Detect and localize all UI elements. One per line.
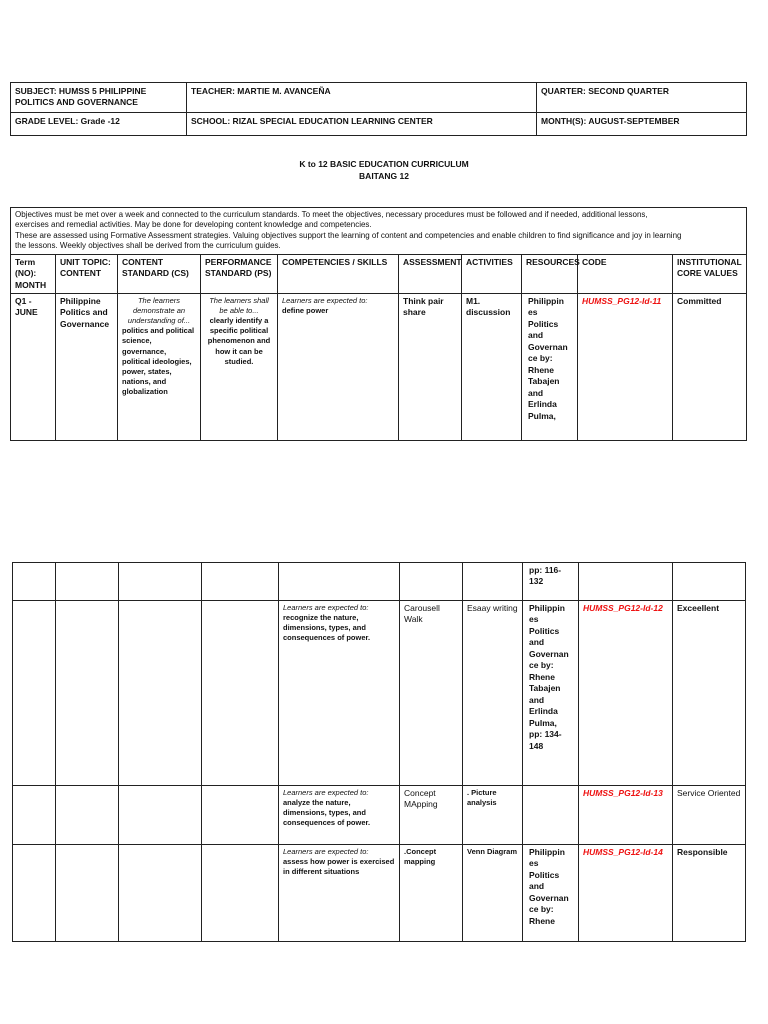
code-cell: HUMSS_PG12-Id-12 <box>579 601 673 786</box>
col-core-values: INSTITUTIONAL CORE VALUES <box>673 254 747 293</box>
col-term: Term (NO): MONTH <box>11 254 56 293</box>
quarter-cell: QUARTER: SECOND QUARTER <box>537 83 747 113</box>
resources-cell: Philippin es Politics and Governan ce by: Rhene Tabajen and Erlinda Pulma, pp: 134- 148 <box>523 601 579 786</box>
col-competencies: COMPETENCIES / SKILLS <box>278 254 399 293</box>
curriculum-table-page1 <box>10 207 747 441</box>
school-cell: SCHOOL: RIZAL SPECIAL EDUCATION LEARNING CENTER <box>187 113 537 136</box>
table-row <box>13 601 746 786</box>
col-unit-topic: UNIT TOPIC: CONTENT <box>56 254 118 293</box>
teacher-cell: TEACHER: MARTIE M. AVANCEÑA <box>187 83 537 113</box>
unit-topic-cell: Philippine Politics and Governance <box>56 293 118 440</box>
table-row <box>11 293 747 440</box>
col-code: CODE <box>578 254 673 293</box>
table-row <box>13 786 746 845</box>
activities-cell: Esaay writing <box>463 601 523 786</box>
assessment-cell: Concept MApping <box>400 786 463 845</box>
term-cell: Q1 -JUNE <box>11 293 56 440</box>
months-cell: MONTH(S): AUGUST-SEPTEMBER <box>537 113 747 136</box>
col-resources: RESOURCES <box>522 254 578 293</box>
subject-cell: SUBJECT: HUMSS 5 PHILIPPINE POLITICS AND GOVERNANCE <box>11 83 187 113</box>
core-value-cell: Committed <box>673 293 747 440</box>
assessment-cell: Think pair share <box>399 293 462 440</box>
performance-standard-cell: The learners shall be able to... clearly identify a specific political phenomenon and how it can be studied. <box>201 293 278 440</box>
col-activities: ACTIVITIES <box>462 254 522 293</box>
resources-cell: pp: 116- 132 <box>523 563 579 601</box>
col-performance-standard: PERFORMANCE STANDARD (PS) <box>201 254 278 293</box>
competency-cell: Learners are expected to: recognize the nature, dimensions, types, and consequences of power. <box>279 601 400 786</box>
competency-cell: Learners are expected to: analyze the nature, dimensions, types, and consequences of power. <box>279 786 400 845</box>
activities-cell: . Picture analysis <box>463 786 523 845</box>
core-value-cell: Exceellent <box>673 601 746 786</box>
activities-cell: M1. discussion <box>462 293 522 440</box>
column-header-row <box>11 254 747 293</box>
competency-cell: Learners are expected to: assess how power is exercised in different situations <box>279 845 400 942</box>
core-value-cell: Responsible <box>673 845 746 942</box>
content-standard-cell: The learners demonstrate an understanding of... politics and political science, governance, political ideologies, power, states, nations, and globalization <box>118 293 201 440</box>
curriculum-title: K to 12 BASIC EDUCATION CURRICULUM <box>299 159 469 169</box>
core-value-cell: Service Oriented <box>673 786 746 845</box>
grade-title: BAITANG 12 <box>359 171 409 181</box>
curriculum-table-page2 <box>12 562 746 942</box>
code-cell: HUMSS_PG12-Id-11 <box>578 293 673 440</box>
objectives-note: Objectives must be met over a week and connected to the curriculum standards. To meet the objectives, necessary procedures must be followed and if needed, additional lessons, exercises and remedial activities. May be done for developing content knowledge and competencies. These are assessed using Formative Assessment strategies. Valuing objectives support the learning of content and competencies and enable children to find significance and joy in learning the lessons. Weekly objectives shall be derived from the curriculum guides. <box>11 208 747 255</box>
grade-level-cell: GRADE LEVEL: Grade -12 <box>11 113 187 136</box>
assessment-cell: Carousell Walk <box>400 601 463 786</box>
table-row <box>13 563 746 601</box>
col-assessment: ASSESSMENT <box>399 254 462 293</box>
code-cell: HUMSS_PG12-Id-14 <box>579 845 673 942</box>
col-content-standard: CONTENT STANDARD (CS) <box>118 254 201 293</box>
resources-cell: Philippin es Politics and Governan ce by: Rhene Tabajen and Erlinda Pulma, <box>522 293 578 440</box>
activities-cell: Venn Diagram <box>463 845 523 942</box>
code-cell: HUMSS_PG12-Id-13 <box>579 786 673 845</box>
competency-cell: Learners are expected to: define power <box>278 293 399 440</box>
table-row <box>13 845 746 942</box>
header-table <box>10 82 747 136</box>
resources-cell: Philippin es Politics and Governan ce by: Rhene <box>523 845 579 942</box>
assessment-cell: .Concept mapping <box>400 845 463 942</box>
